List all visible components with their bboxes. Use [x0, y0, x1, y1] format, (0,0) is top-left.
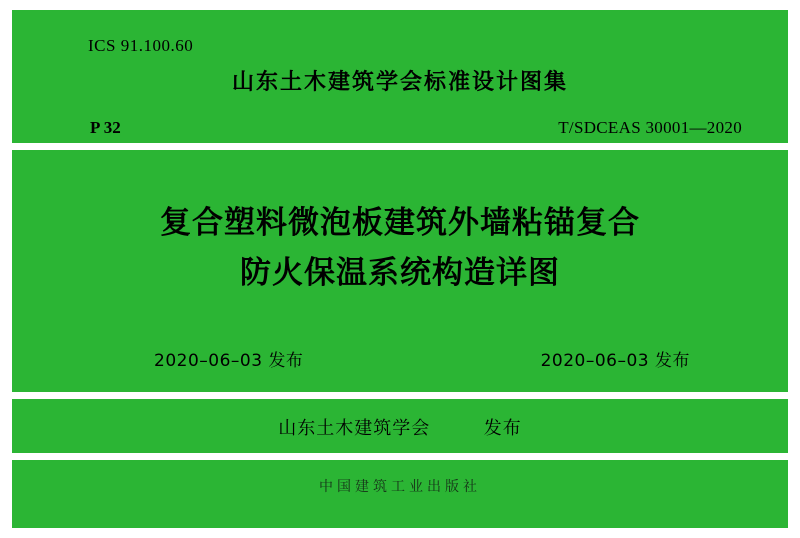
divider-bottom	[12, 453, 788, 460]
society-standard-title: 山东土木建筑学会标准设计图集	[231, 70, 568, 95]
publisher-name: 山东土木建筑学会	[278, 418, 431, 439]
ics-code: ICS 91.100.60	[88, 36, 194, 55]
page-title-line-2: 防火保温系统构造详图	[240, 255, 560, 291]
publisher-line	[12, 414, 788, 440]
date-row	[12, 346, 788, 374]
standard-code: T/SDCEAS 30001—2020	[558, 118, 742, 137]
publisher-action: 发布	[483, 418, 522, 439]
page-title	[12, 198, 788, 298]
press-logo-text: 中国建筑工业出版社	[319, 479, 481, 495]
divider-top	[12, 143, 788, 150]
title-area	[12, 150, 788, 392]
issue-date: 2020–06–03 发布	[154, 351, 304, 371]
press-logo-area	[12, 460, 788, 528]
cover-panel	[12, 10, 788, 528]
effective-date: 2020–06–03 发布	[540, 351, 690, 371]
divider-middle	[12, 392, 788, 399]
classification-number: P 32	[90, 118, 121, 137]
header-block	[12, 10, 788, 143]
page-title-line-1: 复合塑料微泡板建筑外墙粘锚复合	[160, 205, 640, 241]
publisher-band	[12, 400, 788, 453]
